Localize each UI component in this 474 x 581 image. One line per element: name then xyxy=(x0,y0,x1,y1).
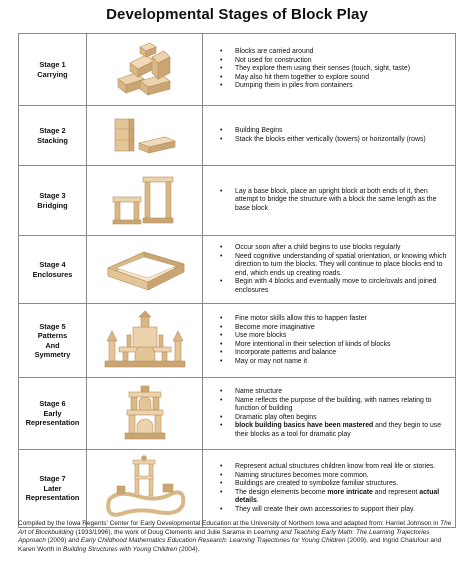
stage-image-cell xyxy=(87,378,203,450)
list-item: • Buildings are created to symbolize familiar structures. xyxy=(205,480,451,489)
list-item: • Building Begins xyxy=(205,127,451,136)
stage-number: Stage 6 xyxy=(39,399,66,409)
stage-label xyxy=(19,236,87,304)
list-item: • Become more imaginative xyxy=(205,324,451,333)
blocks-pile-image xyxy=(110,41,180,99)
bullet-list xyxy=(205,188,451,214)
list-item: • Blocks are carried around xyxy=(205,48,451,57)
list-item: • Not used for construction xyxy=(205,57,451,66)
bullet-list xyxy=(205,388,451,439)
blocks-enclosure-image xyxy=(100,242,190,298)
stage-description xyxy=(203,378,456,450)
list-item: • Occur soon after a child begins to use blocks regularly xyxy=(205,244,451,253)
list-item: • They explore them using their senses (touch, sight, taste) xyxy=(205,65,451,74)
text: The design elements become xyxy=(235,488,328,496)
blocks-stack-image xyxy=(105,113,185,159)
stage-description xyxy=(203,106,456,166)
stages-table xyxy=(18,33,456,528)
list-item: • May or may not name it xyxy=(205,358,451,367)
stage-name: Patterns xyxy=(37,331,68,341)
stage-number: Stage 5 xyxy=(39,321,66,331)
citation-title: Early Childhood Mathematics Education Research: Learning Trajectories for Young Children xyxy=(80,537,346,545)
stage-name: Representation xyxy=(25,493,80,503)
stage-number: Stage 1 xyxy=(39,60,66,70)
citation-footer xyxy=(18,520,458,554)
list-item: • Naming structures becomes more common. xyxy=(205,472,451,481)
list-item xyxy=(205,489,451,506)
list-item: • Represent actual structures children know from real life or stories. xyxy=(205,463,451,472)
list-item: • Incorporate patterns and balance xyxy=(205,349,451,358)
list-item: • May also hit them together to explore sound xyxy=(205,74,451,83)
stage-label xyxy=(19,304,87,378)
bullet-list xyxy=(205,127,451,144)
list-item: • Dramatic play often begins xyxy=(205,414,451,423)
blocks-bridge-image xyxy=(103,171,187,231)
table-row xyxy=(19,34,456,106)
stage-image-cell xyxy=(87,34,203,106)
text: . xyxy=(256,497,259,504)
stage-number: Stage 4 xyxy=(39,260,66,270)
stage-number: Stage 7 xyxy=(39,474,66,484)
bold-text: actual details xyxy=(235,488,440,504)
stage-image-cell xyxy=(87,304,203,378)
stage-description xyxy=(203,450,456,528)
table-row xyxy=(19,304,456,378)
list-item: • Lay a base block, place an upright block at both ends of it, then attempt to bridge the structure with a block the same length as the base block xyxy=(205,188,451,214)
blocks-later-representation-image xyxy=(97,454,193,524)
list-item: • Need cognitive understanding of spatial orientation, or knowing which direction to turn the blocks. They will continue to place blocks end to end, which ends up creating roads. xyxy=(205,253,451,279)
list-item: • Begin with 4 blocks and eventually move to circle/ovals and joined enclosures xyxy=(205,278,451,295)
list-item xyxy=(205,422,451,439)
citation-title: Building Structures with Young Children xyxy=(63,545,178,553)
table-row xyxy=(19,106,456,166)
stage-name: Later xyxy=(43,483,62,493)
stage-name: Stacking xyxy=(37,135,68,145)
stage-description xyxy=(203,304,456,378)
citation-text: (1933/1996), the work of Doug Clements and Julie Sarama in xyxy=(73,528,254,536)
stage-number: Stage 3 xyxy=(39,191,66,201)
list-item: • Name structure xyxy=(205,388,451,397)
list-item: • Fine motor skills allow this to happen faster xyxy=(205,315,451,324)
stage-label xyxy=(19,34,87,106)
blocks-early-representation-image xyxy=(115,383,175,445)
stage-label xyxy=(19,106,87,166)
bold-text: block building basics have been mastered xyxy=(235,422,374,429)
citation-title: Learning and Teaching Early Math: The Learning Trajectories Approach xyxy=(18,528,430,545)
stage-name: Bridging xyxy=(37,200,68,210)
text: and they begin to use their blocks as a tool for dramatic play xyxy=(235,422,442,438)
table-row xyxy=(19,166,456,236)
citation-text: (2009) and xyxy=(45,537,81,545)
list-item: • More intentional in their selection of kinds of blocks xyxy=(205,341,451,350)
list-item: • Dumping them in piles from containers xyxy=(205,82,451,91)
stage-image-cell xyxy=(87,450,203,528)
stage-name: And xyxy=(45,340,60,350)
table-row xyxy=(19,378,456,450)
stage-image-cell xyxy=(87,106,203,166)
page-title: Developmental Stages of Block Play xyxy=(106,6,368,23)
bullet-list xyxy=(205,48,451,91)
citation-text: Compiled by the Iowa Regents' Center for Early Developmental Education at the University of Northern Iowa and adapted from: Harriet Johnson xyxy=(18,520,432,527)
stage-name: Enclosures xyxy=(32,269,73,279)
text: and represent xyxy=(372,488,420,496)
stage-label xyxy=(19,166,87,236)
stage-image-cell xyxy=(87,236,203,304)
stage-label xyxy=(19,378,87,450)
citation-text: (2009), and Ingrid Chalufour and Karen Worth in xyxy=(18,537,442,553)
stage-label xyxy=(19,450,87,528)
stage-description xyxy=(203,236,456,304)
stage-description xyxy=(203,34,456,106)
stage-name: Carrying xyxy=(37,69,68,79)
bullet-list xyxy=(205,244,451,295)
bold-text: more intricate xyxy=(327,488,373,496)
bullet-list xyxy=(205,463,451,514)
stage-description xyxy=(203,166,456,236)
stage-image-cell xyxy=(87,166,203,236)
blocks-symmetry-image xyxy=(99,309,191,373)
stage-name: Symmetry xyxy=(34,349,71,359)
bullet-list xyxy=(205,315,451,366)
table-row xyxy=(19,236,456,304)
citation-text: in xyxy=(433,520,441,527)
list-item: • Stack the blocks either vertically (towers) or horizontally (rows) xyxy=(205,136,451,145)
stage-number: Stage 2 xyxy=(39,126,66,136)
list-item: • Name reflects the purpose of the building, with names relating to function of building xyxy=(205,397,451,414)
list-item: • Use more blocks xyxy=(205,332,451,341)
list-item: • They will create their own accessories to support their play. xyxy=(205,506,451,515)
stage-name: Early xyxy=(43,408,62,418)
stage-name: Representation xyxy=(25,418,80,428)
citation-text: (2004). xyxy=(177,545,200,553)
citation-title: The Art of Blockbuilding xyxy=(18,520,452,536)
table-row xyxy=(19,450,456,528)
